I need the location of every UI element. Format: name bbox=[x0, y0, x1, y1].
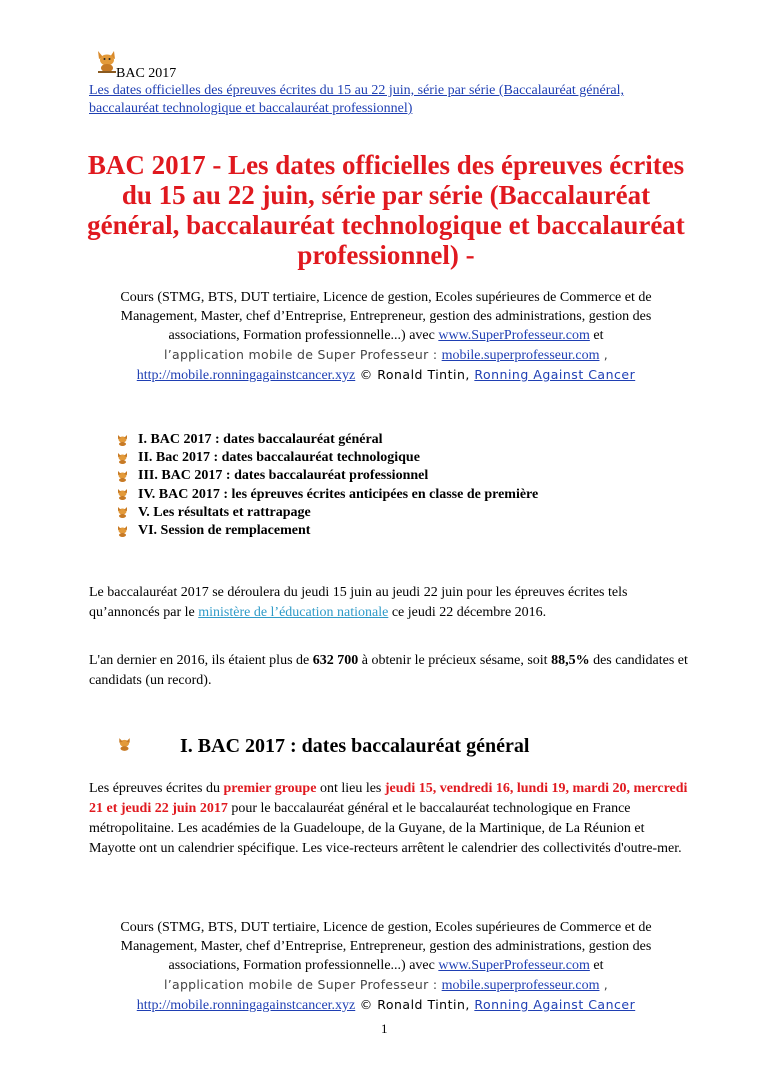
toc-item[interactable] bbox=[116, 522, 538, 540]
para3-mid: ont lieu les bbox=[316, 781, 385, 796]
toc-item[interactable] bbox=[116, 486, 538, 504]
toc-item[interactable] bbox=[116, 467, 538, 485]
section-heading: I. BAC 2017 : dates baccalauréat général bbox=[180, 735, 530, 757]
intro-paragraph bbox=[89, 583, 689, 623]
para2-mid: à obtenir le précieux sésame, soit bbox=[358, 653, 552, 668]
fox-bullet-icon bbox=[116, 488, 129, 501]
para2-tail: des candidates et candidats (un record). bbox=[89, 653, 688, 688]
para3-text: Les épreuves écrites du bbox=[89, 781, 224, 796]
toc-label: V. Les résultats et rattrapage bbox=[138, 504, 311, 520]
para1-tail: ce jeudi 22 décembre 2016. bbox=[388, 605, 547, 620]
candidates-count: 632 700 bbox=[312, 653, 359, 668]
para3-tail: pour le baccalauréat général et le baccalauréat technologique en France métropolitaine. Les académies de la Guadeloupe, de la Guyane, de la Martinique, de La Réunion et Mayotte ont un calendrier spécifique. Les vice-recteurs arrêtent le calendrier des collectivités d'outre-mer. bbox=[89, 801, 682, 856]
para2-text: L'an dernier en 2016, ils étaient plus de bbox=[89, 653, 313, 668]
stats-paragraph bbox=[89, 651, 689, 691]
dates-paragraph bbox=[89, 779, 689, 859]
ministry-link[interactable]: ministère de l’éducation nationale bbox=[198, 605, 389, 620]
toc-label: III. BAC 2017 : dates baccalauréat professionnel bbox=[138, 468, 429, 484]
premier-groupe: premier groupe bbox=[223, 781, 317, 796]
toc-label: VI. Session de remplacement bbox=[138, 523, 311, 539]
app-link[interactable]: mobile.superprofesseur.com bbox=[441, 348, 600, 363]
app-tail: , bbox=[599, 977, 609, 992]
header-link[interactable]: Les dates officielles des épreuves écrites du 15 au 22 juin, série par série (Baccalauréat général, baccalauréat technologique et baccalauréat professionnel) bbox=[89, 83, 625, 116]
fox-bullet-icon bbox=[116, 506, 129, 519]
toc-label: II. Bac 2017 : dates baccalauréat technologique bbox=[138, 450, 420, 466]
rac-link[interactable]: Ronning Against Cancer bbox=[474, 997, 636, 1012]
page-number: 1 bbox=[381, 1021, 388, 1036]
app-tail: , bbox=[599, 347, 609, 362]
site-link[interactable]: www.SuperProfesseur.com bbox=[438, 958, 590, 973]
para1-text: Le baccalauréat 2017 se déroulera du jeudi 15 juin au jeudi 22 juin pour les épreuves écrites tels qu’annoncés par le bbox=[89, 585, 628, 620]
toc-item[interactable] bbox=[116, 431, 538, 449]
fox-bullet-icon bbox=[116, 525, 129, 538]
url-link[interactable]: http://mobile.ronningagainstcancer.xyz bbox=[136, 998, 356, 1013]
promo-text: Cours (STMG, BTS, DUT tertiaire, Licence de gestion, Ecoles supérieures de Commerce et de Management, Master, chef d’Entreprise, Entrepreneur, gestion des administrations, gestion des associations, Formation professionnelle...) avec bbox=[120, 920, 652, 973]
app-text: l’application mobile de Super Professeur : bbox=[163, 977, 442, 992]
rac-link[interactable]: Ronning Against Cancer bbox=[474, 367, 636, 382]
promo-text-tail: et bbox=[589, 328, 604, 343]
exam-dates: jeudi 15, vendredi 16, lundi 19, mardi 20, mercredi 21 et jeudi 22 juin 2017 bbox=[89, 781, 688, 816]
app-link[interactable]: mobile.superprofesseur.com bbox=[441, 978, 600, 993]
fox-bullet-icon bbox=[116, 470, 129, 483]
promo-text: Cours (STMG, BTS, DUT tertiaire, Licence de gestion, Ecoles supérieures de Commerce et de Management, Master, chef d’Entreprise, Entrepreneur, gestion des administrations, gestion des associations, Formation professionnelle...) avec bbox=[120, 290, 652, 343]
promo-text-tail: et bbox=[589, 958, 604, 973]
fox-bullet-icon bbox=[116, 434, 129, 447]
promo-block-footer bbox=[86, 918, 686, 1015]
app-text: l’application mobile de Super Professeur : bbox=[163, 347, 442, 362]
toc-item[interactable] bbox=[116, 504, 538, 522]
toc-label: I. BAC 2017 : dates baccalauréat général bbox=[138, 432, 383, 447]
toc-item[interactable] bbox=[116, 449, 538, 467]
copyright-text: © Ronald Tintin, bbox=[355, 997, 475, 1012]
url-link[interactable]: http://mobile.ronningagainstcancer.xyz bbox=[136, 368, 356, 383]
success-rate: 88,5% bbox=[551, 653, 590, 668]
table-of-contents bbox=[116, 431, 538, 540]
copyright-text: © Ronald Tintin, bbox=[355, 367, 475, 382]
toc-label: IV. BAC 2017 : les épreuves écrites anticipées en classe de première bbox=[138, 486, 539, 502]
fox-bullet-icon bbox=[116, 452, 129, 465]
header-title: BAC 2017 bbox=[116, 66, 177, 81]
promo-block bbox=[86, 288, 686, 385]
fox-bullet-icon bbox=[117, 737, 132, 752]
page-title: BAC 2017 - Les dates officielles des épreuves écrites du 15 au 22 juin, série par série (Baccalauréat général, baccalauréat technologique et baccalauréat professionnel) - bbox=[87, 150, 685, 270]
site-link[interactable]: www.SuperProfesseur.com bbox=[438, 328, 590, 343]
